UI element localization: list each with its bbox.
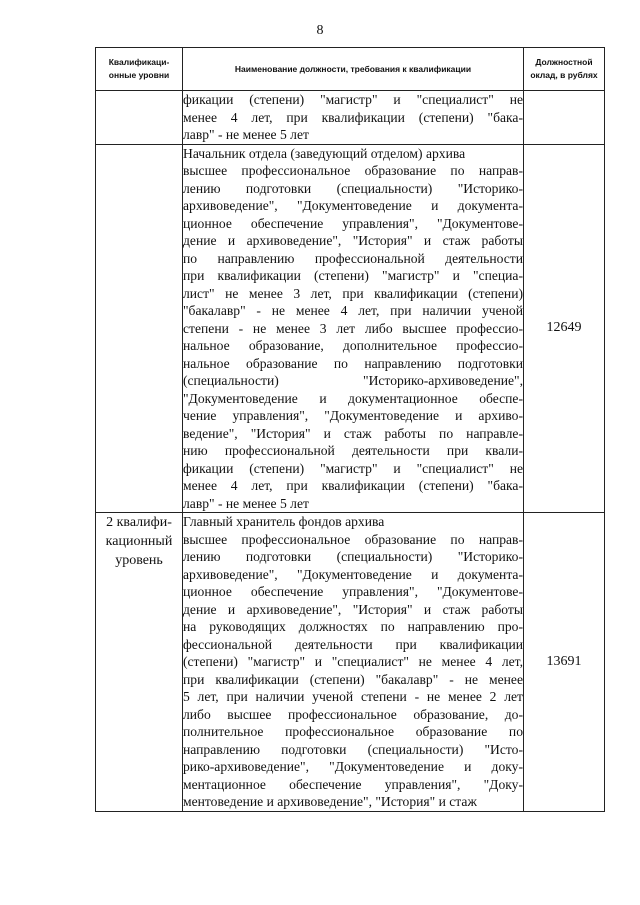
description-line: лению подготовки (специальности) "Историко- (183, 180, 523, 196)
header-position-requirements (183, 48, 524, 91)
header-line: онные уровни (108, 70, 170, 80)
description-line: (степени) "магистр" и "специалист" не менее 4 лет, (183, 654, 523, 669)
description-line: архивоведение", "Документоведение и документа- (183, 198, 523, 213)
qualification-level-cell (96, 513, 183, 812)
level-line: кационный (105, 534, 173, 549)
qualification-table (95, 47, 605, 812)
position-description-cell (183, 144, 524, 513)
page-number: 8 (316, 23, 324, 38)
description-line: 5 лет, при наличии ученой степени - не менее 2 лет (183, 689, 523, 704)
position-description-cell (183, 513, 524, 812)
description-line: "Документоведение и документационное обеспе- (183, 390, 523, 406)
description-line: полнительное профессиональное образование по (183, 724, 523, 739)
table-row (96, 513, 605, 812)
salary-cell (524, 513, 605, 812)
table-row (96, 91, 605, 145)
description-line: фессиональной деятельности при квалификации (183, 636, 523, 652)
header-line: Должностной (535, 57, 593, 67)
description-line: степени - не менее 3 лет либо высшее профессио- (183, 320, 523, 336)
description-line: лению подготовки (специальности) "Историко- (183, 549, 523, 564)
qualification-level-cell (96, 91, 183, 145)
level-line: 2 квалифи- (106, 515, 172, 530)
qualification-level-cell (96, 144, 183, 513)
description-line: при квалификации (степени) "бакалавр" - не менее (183, 671, 523, 687)
description-line: лавр" - не менее 5 лет (183, 495, 309, 511)
description-line: архивоведение", "Документоведение и документа- (183, 566, 523, 582)
description-line: либо высшее профессиональное образование, до- (183, 706, 523, 722)
salary-cell (524, 91, 605, 145)
description-line: ментационное обеспечение управления", "Доку- (183, 776, 523, 792)
description-line: на руководящих должностях по направлению про- (183, 619, 523, 634)
description-line: чение управления", "Документоведение и архиво- (183, 408, 523, 423)
description-line: нальное образование, дополнительное профессио- (183, 338, 523, 353)
description-line: дение и архивоведение", "История" и стаж работы (183, 233, 523, 248)
description-line: при квалификации (степени) "магистр" и "специа- (183, 268, 523, 283)
header-line: оклад, в рублях (530, 70, 598, 80)
header-salary (524, 48, 605, 91)
header-line: Наименование должности, требования к квалификации (234, 63, 472, 74)
level-line: уровень (115, 553, 163, 568)
header-line: Квалификаци- (108, 57, 170, 67)
position-description-cell (183, 91, 524, 145)
description-line: дение и архивоведение", "История" и стаж работы (183, 601, 523, 617)
description-line: по направлению профессиональной деятельности (183, 250, 523, 266)
table-row (96, 144, 605, 513)
salary-value: 12649 (546, 320, 582, 336)
description-line: (специальности) "Историко-архивоведение", (183, 373, 523, 388)
description-line: высшее профессиональное образование по направ- (183, 531, 523, 547)
description-line: ментоведение и архивоведение", "История" и стаж (183, 794, 477, 809)
description-line: фикации (степени) "магистр" и "специалист" не (183, 460, 523, 476)
table-header-row (96, 48, 605, 91)
description-line: нальное образование по направлению подготовки (183, 355, 523, 371)
description-line: ведение", "История" и стаж работы по направле- (183, 425, 523, 441)
description-line: ционное обеспечение управления", "Документове- (183, 215, 523, 231)
description-line: фикации (степени) "магистр" и "специалист" не (183, 92, 523, 107)
salary-cell (524, 144, 605, 513)
description-line: менее 4 лет, при квалификации (степени) "бака- (183, 109, 523, 125)
description-line: нию профессиональной деятельности при квали- (183, 443, 523, 458)
description-line: "бакалавр" - не менее 4 лет, при наличии ученой (183, 303, 523, 318)
description-line: лист" не менее 3 лет, при квалификации (степени) (183, 285, 523, 301)
position-title: Главный хранитель фондов архива (183, 514, 385, 529)
description-line: направлению подготовки (специальности) "Исто- (183, 741, 523, 757)
position-title: Начальник отдела (заведующий отделом) архива (183, 145, 466, 161)
salary-value: 13691 (546, 653, 582, 669)
description-line: рико-архивоведение", "Документоведение и доку- (183, 759, 523, 774)
description-line: ционное обеспечение управления", "Документове- (183, 584, 523, 599)
description-line: лавр" - не менее 5 лет (183, 127, 309, 142)
description-line: высшее профессиональное образование по направ- (183, 163, 523, 178)
header-qualification-levels (96, 48, 183, 91)
description-line: менее 4 лет, при квалификации (степени) "бака- (183, 478, 523, 493)
